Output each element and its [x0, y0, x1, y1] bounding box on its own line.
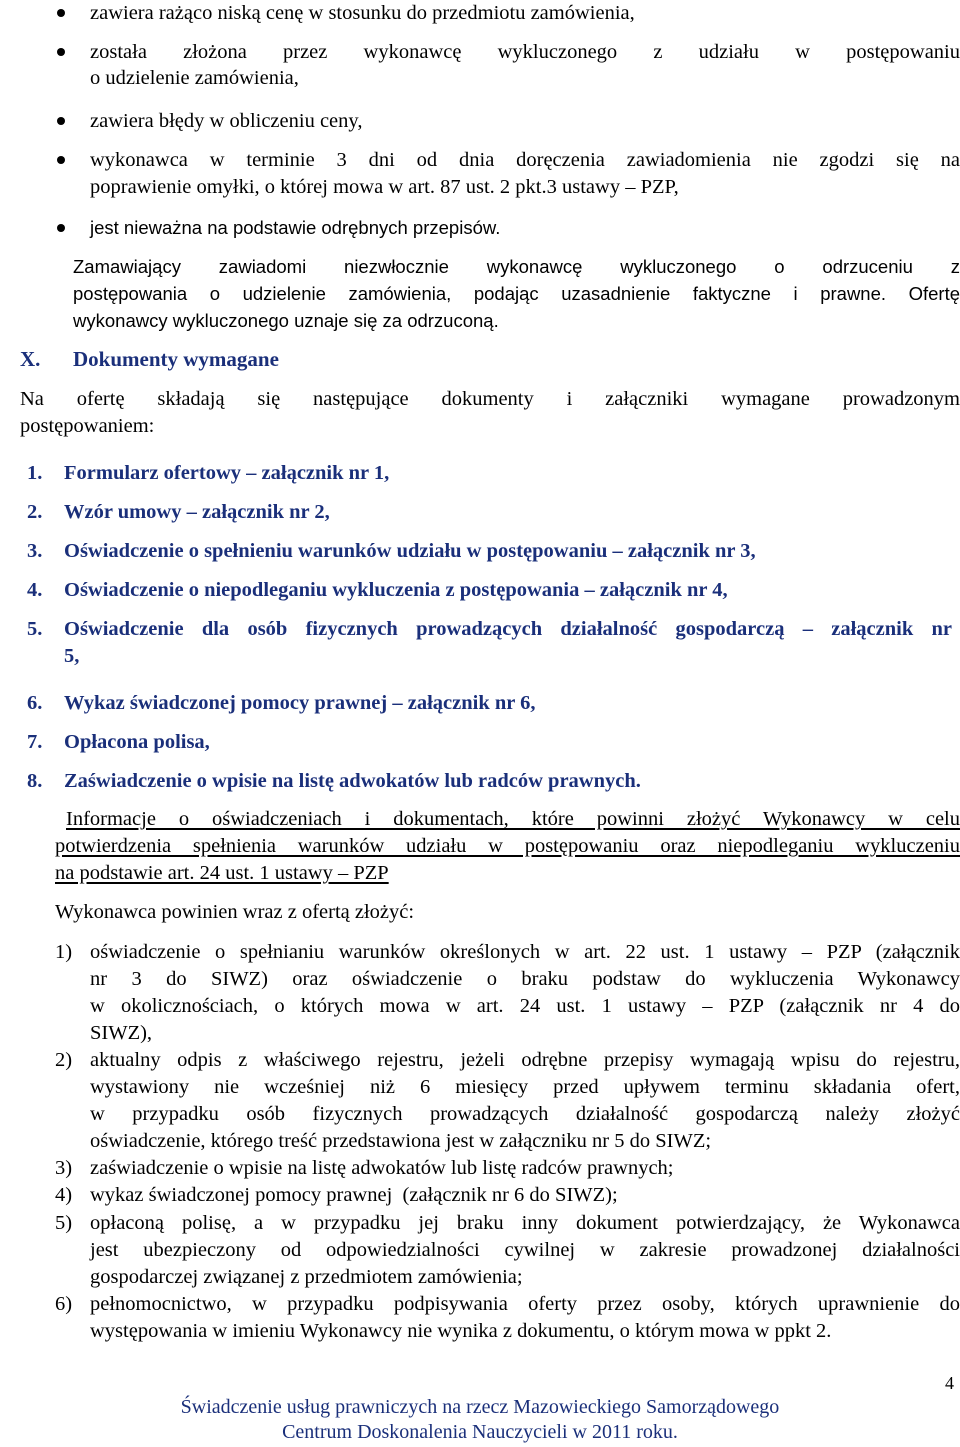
req-item-cont: w okolicznościach, o których mowa w art. 24 ust. 1 ustawy – PZP (załącznik nr 4 do — [90, 995, 960, 1017]
req-item-cont: jest ubezpieczony od odpowiedzialności cywilnej w zakresie prowadzonej działalności — [90, 1239, 960, 1261]
req-item-cont: w przypadku osób fizycznych prowadzących działalność gospodarczą należy złożyć — [90, 1103, 960, 1125]
doc-number: 3. — [27, 540, 43, 562]
req-item-cont: oświadczenie, którego treść przedstawiona jest w załączniku nr 5 do SIWZ; — [90, 1130, 712, 1152]
req-number: 5) — [55, 1212, 73, 1234]
document-page: zawiera rażąco niską cenę w stosunku do przedmiotu zamówienia, została złożona przez wykonawcę wykluczonego z udziału w postępowaniu o udzielenie zamówienia, zawiera błędy w obliczeniu ceny, wykonawca w terminie 3 dni od dnia doręczenia zawiadomienia nie zgodzi się na poprawienie omyłki, o której mowa w art. 87 ust. 2 pkt.3 ustawy – PZP, jest nieważna na podstawie odrębnych przepisów. Zamawiający zawiadomi niezwłocznie wykonawcę wykluczonego o odrzuceniu z postępowania o udzielenie zamówienia, podając uzasadnienie faktyczne i prawne. Ofertę wykonawcy wykluczonego uznaje się za odrzuconą. X. Dokumenty wymagane Na ofertę składają się następujące dokumenty i załączniki wymagane prowadzonym postępowaniem: 1. Formularz ofertowy – załącznik nr 1, 2. Wzór umowy – załącznik nr 2, 3. Oświadczenie o spełnieniu warunków udziału w postępowaniu – załącznik nr 3, 4. Oświadczenie o niepodleganiu wykluczenia z postępowania – załącznik nr 4, 5. Oświadczenie dla osób fizycznych prowadzących działalność gospodarczą – załącznik nr 5, 6. Wykaz świadczonej pomocy prawnej – załącznik nr 6, 7. Opłacona polisa, 8. Zaświadczenie o wpisie na listę adwokatów lub radców prawnych. Informacje o oświadczeniach i dokumentach, które powinni złożyć Wykonawcy w celu potwierdzenia spełnienia warunków udziału w postępowaniu oraz niepodleganiu wykluczeniu na podstawie art. 24 ust. 1 ustawy – PZP Wykonawca powinien wraz z ofertą złożyć: 1) oświadczenie o spełnianiu warunków określonych w art. 22 ust. 1 ustawy – PZP (załącznik nr 3 do SIWZ) oraz oświadczenie o braku podstaw do wykluczenia Wykonawcy w okolicznościach, o których mowa w art. 24 ust. 1 ustawy – PZP (załącznik nr 4 do SIWZ), 2) aktualny odpis z właściwego rejestru, jeżeli odrębne przepisy wymagają wpisu do rejestru, wystawiony nie wcześniej niż 6 miesięcy przed upływem terminu składania ofert, w przypadku osób fizycznych prowadzących działalność gospodarczą należy złożyć oświadczenie, którego treść przedstawiona jest w załączniku nr 5 do SIWZ; 3) zaświadczenie o wpisie na listę adwokatów lub listę radców prawnych; 4) wykaz świadczonej pomocy prawnej (załącznik nr 6 do SIWZ); 5) opłaconą polisę, a w przypadku jej braku inny dokument potwierdzający, że Wykonawca jest ubezpieczony od odpowiedzialności cywilnej w zakresie prowadzonej działalności gospodarczej związanej z przedmiotem zamówienia; 6) pełnomocnictwo, w przypadku podpisywania oferty przez osoby, których uprawnienie do występowania w imieniu Wykonawcy nie wynika z dokumentu, o którym mowa w ppkt 2. 4 Świadczenie usług prawniczych na rzecz Mazowieckiego Samorządowego Centrum Doskonalenia Nauczycieli w 2011 roku. — [0, 0, 960, 1447]
doc-number: 2. — [27, 501, 43, 523]
req-item-cont: gospodarczej związanej z przedmiotem zamówienia; — [90, 1266, 523, 1288]
bullet-icon — [57, 48, 65, 56]
bullet-item: zawiera błędy w obliczeniu ceny, — [90, 110, 363, 132]
doc-number: 1. — [27, 462, 43, 484]
bullet-icon — [57, 9, 65, 17]
section-intro: Na ofertę składają się następujące dokumenty i załączniki wymagane prowadzonym — [20, 388, 960, 410]
section-intro-cont: postępowaniem: — [20, 415, 155, 437]
req-number: 3) — [55, 1157, 73, 1179]
req-item: pełnomocnictwo, w przypadku podpisywania oferty przez osoby, których uprawnienie do — [90, 1293, 960, 1315]
bullet-item-cont: poprawienie omyłki, o której mowa w art. 87 ust. 2 pkt.3 ustawy – PZP, — [90, 176, 679, 198]
doc-number: 8. — [27, 770, 43, 792]
req-item: wykaz świadczonej pomocy prawnej (załącznik nr 6 do SIWZ); — [90, 1184, 618, 1206]
req-item: zaświadczenie o wpisie na listę adwokatów lub listę radców prawnych; — [90, 1157, 674, 1179]
bullet-item: jest nieważna na podstawie odrębnych przepisów. — [90, 217, 501, 238]
doc-item: Oświadczenie dla osób fizycznych prowadzących działalność gospodarczą – załącznik nr — [64, 618, 952, 640]
bullet-item: została złożona przez wykonawcę wykluczonego z udziału w postępowaniu — [90, 41, 960, 63]
req-number: 6) — [55, 1293, 73, 1315]
doc-item: Formularz ofertowy – załącznik nr 1, — [64, 462, 390, 484]
bullet-icon — [57, 117, 65, 125]
doc-number: 4. — [27, 579, 43, 601]
req-item-cont: SIWZ), — [90, 1022, 153, 1044]
req-item-cont: wystawiony nie wcześniej niż 6 miesięcy przed upływem terminu składania ofert, — [90, 1076, 960, 1098]
req-number: 2) — [55, 1049, 73, 1071]
doc-item: Zaświadczenie o wpisie na listę adwokatów lub radców prawnych. — [64, 770, 641, 792]
req-item-cont: nr 3 do SIWZ) oraz oświadczenie o braku podstaw do wykluczenia Wykonawcy — [90, 968, 960, 990]
doc-item: Opłacona polisa, — [64, 731, 210, 753]
req-item-cont: występowania w imieniu Wykonawcy nie wynika z dokumentu, o którym mowa w ppkt 2. — [90, 1320, 832, 1342]
req-item: oświadczenie o spełnianiu warunków określonych w art. 22 ust. 1 ustawy – PZP (załącznik — [90, 941, 960, 963]
footer-line-2: Centrum Doskonalenia Nauczycieli w 2011 roku. — [282, 1421, 678, 1443]
page-number: 4 — [945, 1373, 954, 1393]
section-title: Dokumenty wymagane — [73, 347, 279, 371]
req-number: 1) — [55, 941, 73, 963]
doc-item: Wzór umowy – załącznik nr 2, — [64, 501, 330, 523]
doc-item: Oświadczenie o niepodleganiu wykluczenia z postępowania – załącznik nr 4, — [64, 579, 728, 601]
footer-line-1: Świadczenie usług prawniczych na rzecz Mazowieckiego Samorządowego — [180, 1396, 780, 1418]
req-item: opłaconą polisę, a w przypadku jej braku inny dokument potwierdzający, że Wykonawca — [90, 1212, 960, 1234]
doc-number: 5. — [27, 618, 43, 640]
section-number: X. — [20, 347, 41, 371]
bullet-icon — [57, 224, 65, 232]
doc-item: Oświadczenie o spełnieniu warunków udziału w postępowaniu – załącznik nr 3, — [64, 540, 756, 562]
bullet-item-cont: o udzielenie zamówienia, — [90, 67, 299, 89]
doc-number: 7. — [27, 731, 43, 753]
bullet-item: zawiera rażąco niską cenę w stosunku do przedmiotu zamówienia, — [90, 2, 635, 24]
bullet-item: wykonawca w terminie 3 dni od dnia doręczenia zawiadomienia nie zgodzi się na — [90, 149, 960, 171]
doc-item: Wykaz świadczonej pomocy prawnej – załącznik nr 6, — [64, 692, 536, 714]
bullet-icon — [57, 156, 65, 164]
req-item: aktualny odpis z właściwego rejestru, jeżeli odrębne przepisy wymagają wpisu do rejestru, — [90, 1049, 960, 1071]
doc-number: 6. — [27, 692, 43, 714]
info-lead: Wykonawca powinien wraz z ofertą złożyć: — [55, 901, 415, 923]
doc-item-cont: 5, — [64, 645, 80, 667]
req-number: 4) — [55, 1184, 73, 1206]
